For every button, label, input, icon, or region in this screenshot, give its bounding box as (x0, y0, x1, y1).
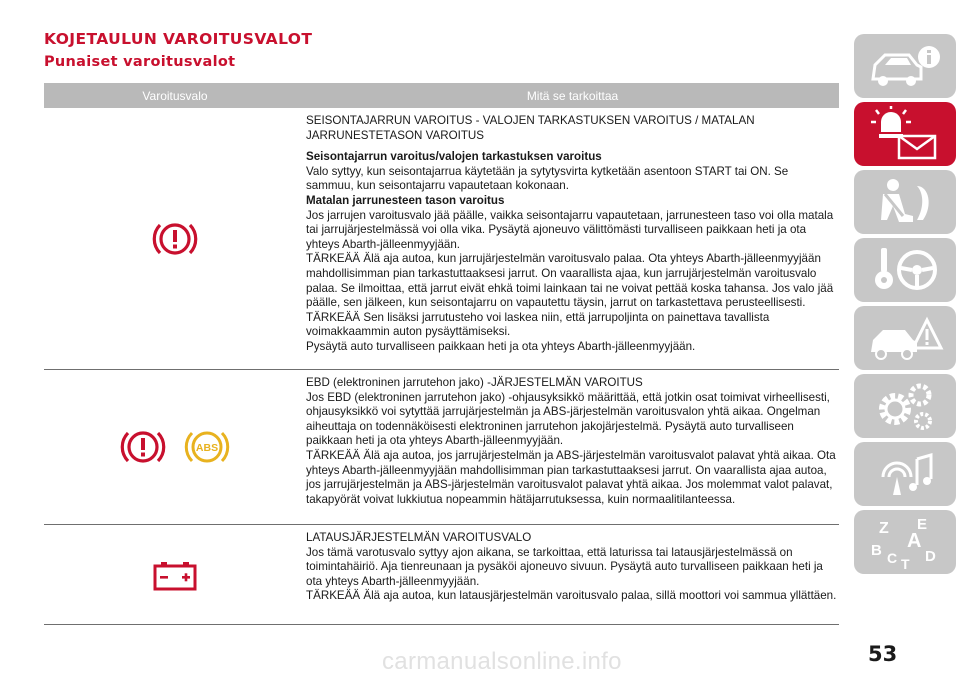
paragraph: TÄRKEÄÄ Älä aja autoa, kun jarrujärjestelmän varoitusvalo palaa. Ota yhteys Abarth-jälleenmyyjään mahdollisimman pian tarkastuttaaksesi jarrut. On vaarallista ajaa, kun jarrujärjestelmän varoitusvalo palaa. Se ilmoittaa, että jarrut eivät ehkä toimi lainkaan tai ne voivat pettää koska tahansa. Jos valo jää päälle, sen jälkeen, kun seisontajarru on vapautettu täysin, jarrut on tarkastettava perusteellisesti. (306, 252, 834, 310)
brake-warning-icon (118, 422, 168, 472)
paragraph: Valo syttyy, kun seisontajarrua käytetään ja sytytysvirta kytketään asentoon START tai ON. Se sammuu, kun seisontajarru vapautetaan kokonaan. (306, 164, 789, 193)
paragraph: Jos jarrujen varoitusvalo jää päälle, vaikka seisontajarru vapautetaan, jarrunesteen taso voi olla matala tai jarrujärjestelmässä voi olla vika. Pysäytä ajoneuvo välittömästi turvalliseen paikkaan heti ja ota yhteys Abarth-jälleenmyyjään. (306, 208, 834, 251)
icon-cell (44, 108, 306, 369)
index-letter: A (907, 530, 922, 552)
battery-warning-icon (152, 557, 198, 593)
abs-label: ABS (195, 442, 219, 454)
warning-heading: SEISONTAJARRUN VAROITUS - VALOJEN TARKASTUKSEN VAROITUS / MATALAN JARRUNESTETASON VAROITUS (306, 114, 755, 142)
table-row (44, 525, 839, 625)
paragraph: TÄRKEÄÄ Sen lisäksi jarrutusteho voi laskea niin, että jarrupoljinta on painettava tavallista voimakkaammin auton pysäyttämiseksi. (306, 310, 770, 339)
description-cell (306, 114, 839, 355)
index-letters-icon (865, 513, 945, 571)
icon-cell (44, 525, 306, 624)
paragraph: TÄRKEÄÄ Älä aja autoa, jos jarrujärjestelmän ja ABS-järjestelmän varoitusvalot palavat yhtä aikaa. Ota yhteys Abarth-jälleenmyyjään mahdollisimman pian tarkastuttaaksesi jarrut. On vaarallista ajaa autoa, jos jarrujärjestelmän ja ABS-järjestelmän varoitusvalot palavat yhtä aikaa. Jos molemmat valot palavat, takapyörät voivat lukkiutua nopeammin hätäjarrutuksessa, kuin normaalitilanteessa. (306, 448, 836, 506)
abs-warning-icon (182, 422, 232, 472)
watermark: carmanualsonline.info (382, 648, 622, 675)
warning-heading: LATAUSJÄRJESTELMÄN VAROITUSVALO (306, 531, 532, 544)
column-header-meaning: Mitä se tarkoittaa (526, 89, 619, 103)
brake-warning-icon (150, 214, 200, 264)
index-letter: D (925, 548, 936, 565)
paragraph: Jos tämä varotusvalo syttyy ajon aikana, se tarkoittaa, että laturissa tai latausjärjestelmässä on toimintahäiriö. Aja tienreunaan ja pysäköi ajoneuvo sivuun. Pysäytä auto turvalliseen paikkaan heti ja ota yhteys Abarth-jälleenmyyjään. (306, 545, 823, 588)
index-letter: Z (879, 520, 889, 537)
page-title: KOJETAULUN VAROITUSVALOT (44, 30, 313, 48)
index-letter: B (871, 542, 882, 559)
maintenance-gears-icon (865, 379, 945, 433)
warning-lights-icon (865, 106, 945, 162)
tab-key-steering[interactable] (854, 238, 956, 302)
table-row (44, 370, 839, 525)
seatbelt-airbag-icon (865, 176, 945, 228)
paragraph: Pysäytä auto turvalliseen paikkaan heti ja ota yhteys Abarth-jälleenmyyjään. (306, 339, 696, 353)
column-header-warning-light: Varoitusvalo (142, 89, 208, 103)
page-number: 53 (868, 642, 898, 666)
key-steering-icon (865, 244, 945, 296)
index-letter: E (917, 516, 928, 533)
car-emergency-icon (865, 312, 945, 364)
description-cell (306, 376, 839, 507)
icon-cell (44, 370, 306, 524)
tab-index[interactable] (854, 510, 956, 574)
index-letter: T (901, 556, 910, 571)
tab-emergency[interactable] (854, 306, 956, 370)
subheading: Matalan jarrunesteen tason varoitus (306, 193, 505, 207)
tab-maintenance[interactable] (854, 374, 956, 438)
warning-heading: EBD (elektroninen jarrutehon jako) -JÄRJESTELMÄN VAROITUS (306, 376, 643, 389)
index-letter: C (887, 550, 898, 566)
tab-multimedia[interactable] (854, 442, 956, 506)
paragraph: TÄRKEÄÄ Älä aja autoa, kun latausjärjestelmän varoitusvalo palaa, sillä moottori voi sammua yllättäen. (306, 589, 837, 603)
tab-warning-lights[interactable] (854, 102, 956, 166)
table-header (44, 83, 839, 108)
subheading: Seisontajarrun varoitus/valojen tarkastuksen varoitus (306, 150, 602, 164)
car-info-icon (865, 41, 945, 91)
tab-seatbelt-airbag[interactable] (854, 170, 956, 234)
multimedia-icon (865, 447, 945, 501)
table-row (44, 108, 839, 370)
paragraph: Jos EBD (elektroninen jarrutehon jako) -ohjausyksikkö määrittää, että jotkin osat toimivat virheellisesti, ohjausyksikkö voi sytyttää jarrujärjestelmän ja ABS-järjestelmän varoitusvalon yhtä aikaa. Ongelman aiheuttaja on todennäköisesti elektroninen jarrutehon jakojärjestelmä. Pysäytä auto turvalliseen paikkaan heti ja ota yhteys Abarth-jälleenmyyjään. (306, 390, 830, 448)
description-cell (306, 531, 839, 604)
tab-car-info[interactable] (854, 34, 956, 98)
section-title: Punaiset varoitusvalot (44, 54, 236, 70)
